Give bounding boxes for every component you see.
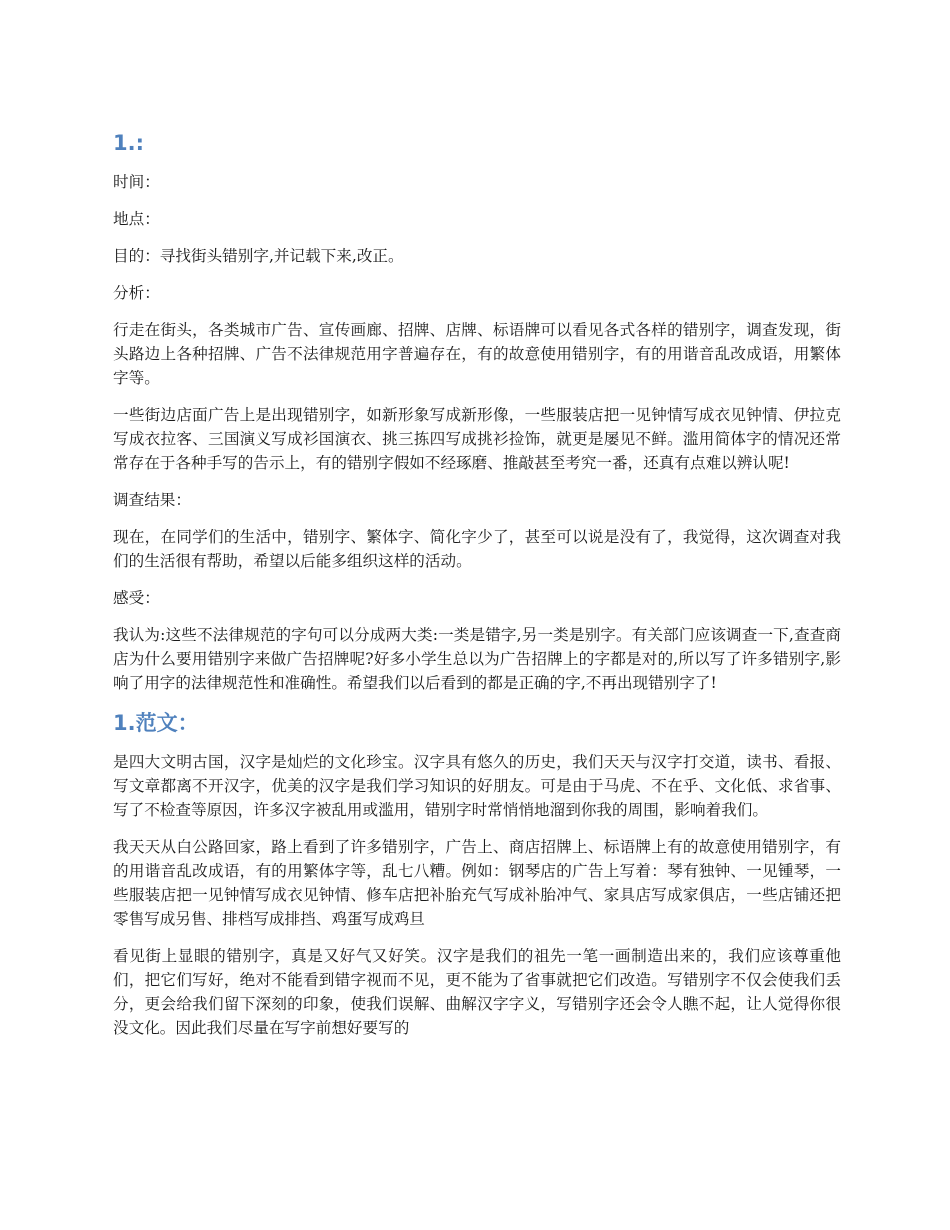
place-label: 地点： xyxy=(113,210,160,228)
section-heading-2: 1.范文： xyxy=(113,711,199,735)
document-page xyxy=(113,128,841,1053)
essay-paragraph-1: 是四大文明古国，汉字是灿烂的文化珍宝。汉字具有悠久的历史，我们天天与汉字打交道，读书、看报、写文章都离不开汉字，优美的汉字是我们学习知识的好朋友。可是由于马虎、不在乎、文化低、求省事、写了不检查等原因，许多汉字被乱用或滥用，错别字时常悄悄地溜到你我的周围，影响着我们。 xyxy=(113,753,841,819)
time-label: 时间： xyxy=(113,173,160,191)
result-paragraph: 现在，在同学们的生活中，错别字、繁体字、简化字少了，甚至可以说是没有了，我觉得，这次调查对我们的生活很有帮助，希望以后能多组织这样的活动。 xyxy=(113,528,841,570)
purpose-line: 目的：寻找街头错别字,并记载下来,改正。 xyxy=(113,247,404,265)
analysis-paragraph-1: 行走在街头，各类城市广告、宣传画廊、招牌、店牌、标语牌可以看见各式各样的错别字，调查发现，街头路边上各种招牌、广告不法律规范用字普遍存在，有的故意使用错别字，有的用谐音乱改成语，用繁体字等。 xyxy=(113,321,841,387)
result-label: 调查结果： xyxy=(113,491,191,509)
analysis-paragraph-2: 一些街边店面广告上是出现错别字，如新形象写成新形像，一些服装店把一见钟情写成衣见钟情、伊拉克写成衣拉客、三国演义写成衫国演衣、挑三拣四写成挑衫捡饰，就更是屡见不鲜。滥用简体字的情况还常常存在于各种手写的告示上，有的错别字假如不经琢磨、推敲甚至考究一番，还真有点难以辨认呢! xyxy=(113,406,841,472)
essay-paragraph-3: 看见街上显眼的错别字，真是又好气又好笑。汉字是我们的祖先一笔一画制造出来的，我们应该尊重他们，把它们写好，绝对不能看到错字视而不见，更不能为了省事就把它们改造。写错别字不仅会使我们丢分，更会给我们留下深刻的印象，使我们误解、曲解汉字字义，写错别字还会令人瞧不起，让人觉得你很没文化。因此我们尽量在写字前想好要写的 xyxy=(113,947,841,1037)
feeling-paragraph: 我认为:这些不法律规范的字句可以分成两大类:一类是错字,另一类是别字。有关部门应该调查一下,查查商店为什么要用错别字来做广告招牌呢?好多小学生总以为广告招牌上的字都是对的,所以写了许多错别字,影响了用字的法律规范性和准确性。希望我们以后看到的都是正确的字,不再出现错别字了! xyxy=(113,626,841,692)
feeling-label: 感受： xyxy=(113,589,160,607)
section-heading-1: 1.: xyxy=(113,131,144,155)
analysis-label: 分析： xyxy=(113,284,160,302)
essay-paragraph-2: 我天天从白公路回家，路上看到了许多错别字，广告上、商店招牌上、标语牌上有的故意使用错别字，有的用谐音乱改成语，有的用繁体字等，乱七八糟。例如：钢琴店的广告上写着：琴有独钟、一见锺琴，一些服装店把一见钟情写成衣见钟情、修车店把补胎充气写成补胎冲气、家具店写成家俱店，一些店铺还把零售写成另售、排档写成排挡、鸡蛋写成鸡旦 xyxy=(113,838,841,928)
